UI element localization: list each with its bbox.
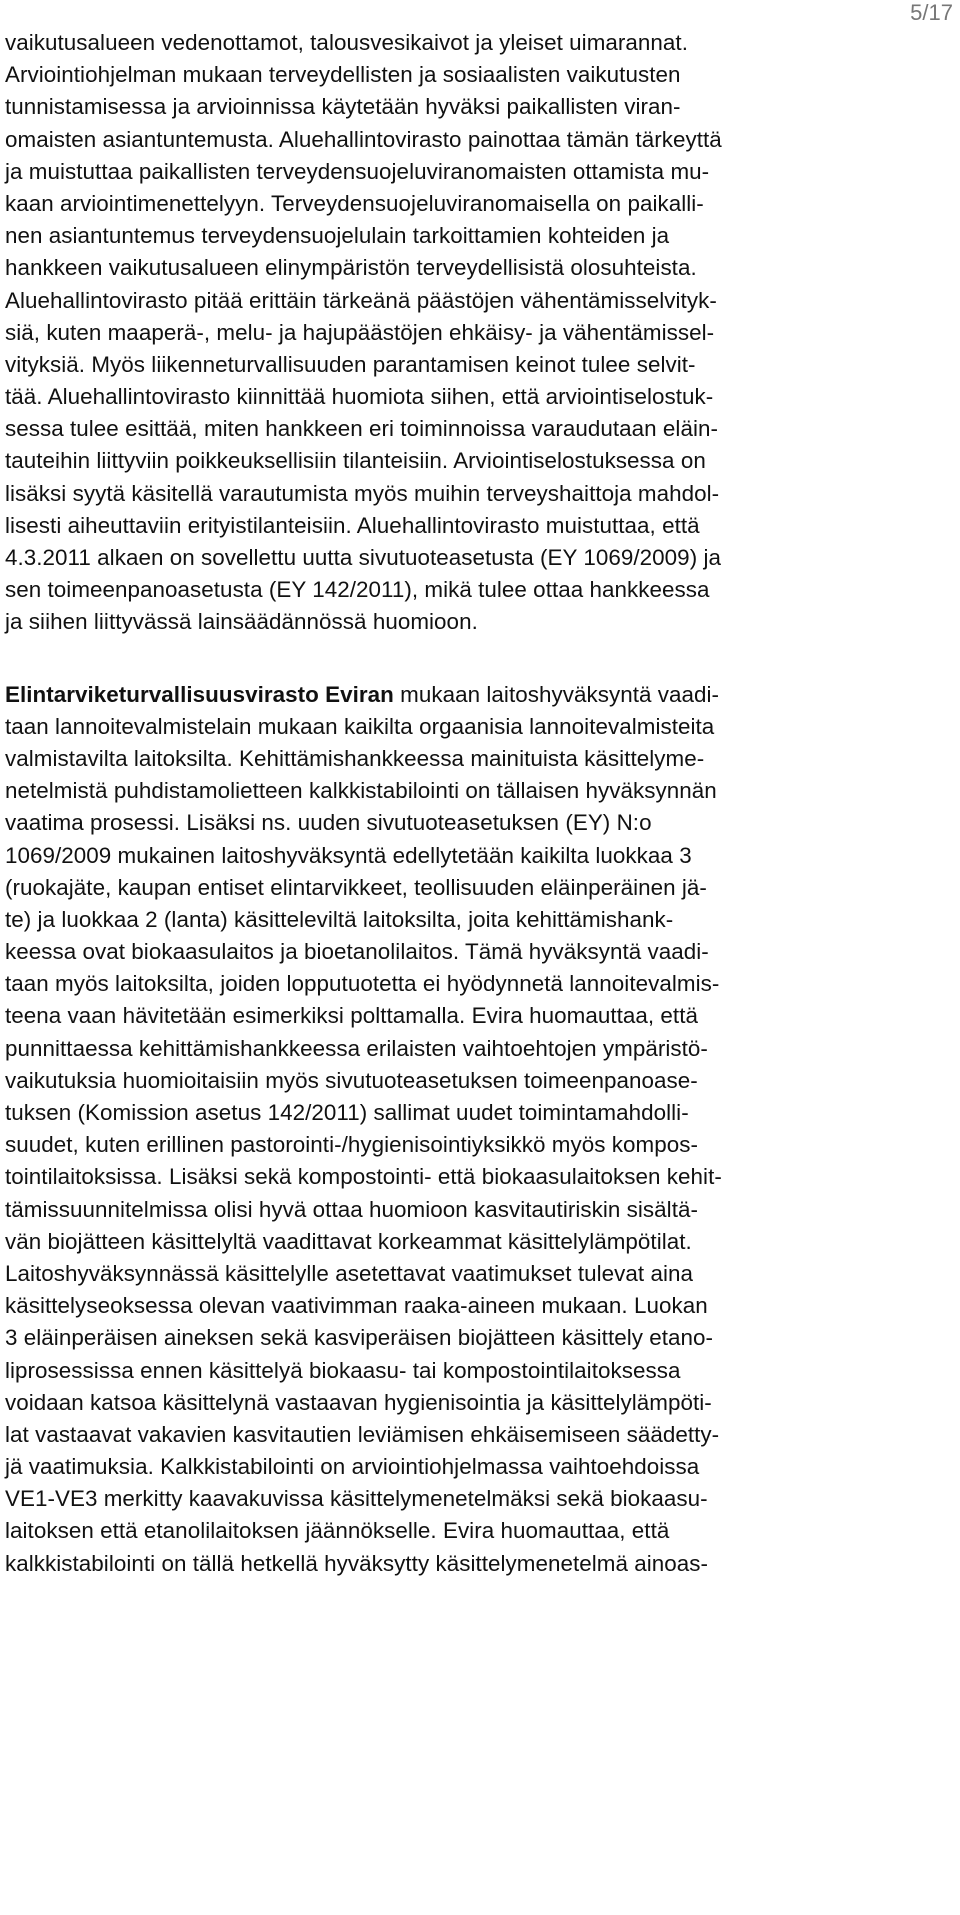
paragraph-2-line: jä vaatimuksia. Kalkkistabilointi on arviointiohjelmassa vaihtoehdoissa	[5, 1454, 700, 1480]
paragraph-2-line: suudet, kuten erillinen pastorointi-/hygienisointiyksikkö myös kompos-	[5, 1132, 698, 1158]
paragraph-2-line: 1069/2009 mukainen laitoshyväksyntä edellytetään kaikilta luokkaa 3	[5, 842, 692, 868]
paragraph-1-line: omaisten asiantuntemusta. Aluehallintovirasto painottaa tämän tärkeyttä	[5, 126, 722, 152]
paragraph-2-line: netelmistä puhdistamolietteen kalkkistabilointi on tällaisen hyväksynnän	[5, 778, 717, 804]
paragraph-2-line: teena vaan hävitetään esimerkiksi polttamalla. Evira huomauttaa, että	[5, 1003, 698, 1029]
paragraph-1-line: Arviointiohjelman mukaan terveydellisten ja sosiaalisten vaikutusten	[5, 62, 681, 88]
page-number: 5/17	[910, 0, 953, 25]
paragraph-2-line: voidaan katsoa käsittelynä vastaavan hygienisointia ja käsittelylämpöti-	[5, 1389, 712, 1415]
paragraph-gap	[5, 639, 955, 679]
document-body	[5, 27, 955, 1580]
paragraph-1-line: kaan arviointimenettelyyn. Terveydensuojeluviranomaisella on paikalli-	[5, 190, 704, 216]
paragraph-2-line: tointilaitoksissa. Lisäksi sekä kompostointi- että biokaasulaitoksen kehit-	[5, 1164, 722, 1190]
paragraph-2-line: tuksen (Komission asetus 142/2011) sallimat uudet toimintamahdolli-	[5, 1100, 689, 1125]
paragraph-1-line: sessa tulee esittää, miten hankkeen eri toiminnoissa varaudutaan eläin-	[5, 416, 718, 442]
paragraph-1-line: ja muistuttaa paikallisten terveydensuojeluviranomaisten ottamista mu-	[5, 158, 710, 184]
paragraph-1-line: ja siihen liittyvässä lainsäädännössä huomioon.	[5, 609, 478, 635]
paragraph-2	[5, 679, 955, 1580]
paragraph-1	[5, 27, 955, 639]
paragraph-1-line: tää. Aluehallintovirasto kiinnittää huomiota siihen, että arviointiselostuk-	[5, 384, 714, 410]
paragraph-1-line: lisesti aiheuttaviin erityistilanteisiin. Aluehallintovirasto muistuttaa, että	[5, 512, 700, 538]
paragraph-2-line: VE1-VE3 merkitty kaavakuvissa käsittelymenetelmäksi sekä biokaasu-	[5, 1486, 708, 1512]
paragraph-1-line: lisäksi syytä käsitellä varautumista myös muihin terveyshaittoja mahdol-	[5, 480, 720, 506]
paragraph-2-line: taan lannoitevalmistelain mukaan kaikilta orgaanisia lannoitevalmisteita	[5, 713, 715, 739]
paragraph-1-line: nen asiantuntemus terveydensuojelulain tarkoittamien kohteiden ja	[5, 223, 670, 249]
paragraph-1-line: sen toimeenpanoasetusta (EY 142/2011), mikä tulee ottaa hankkeessa	[5, 577, 710, 603]
paragraph-2-line: kalkkistabilointi on tällä hetkellä hyväksytty käsittelymenetelmä ainoas-	[5, 1550, 709, 1576]
paragraph-1-line: vityksiä. Myös liikenneturvallisuuden parantamisen keinot tulee selvit-	[5, 351, 696, 377]
paragraph-2-line: lat vastaavat vakavien kasvitautien leviämisen ehkäisemiseen säädetty-	[5, 1421, 720, 1447]
paragraph-1-line: tauteihin liittyviin poikkeuksellisiin tilanteisiin. Arviointiselostuksessa on	[5, 448, 706, 474]
paragraph-2-first-line-text: mukaan laitoshyväksyntä vaadi-	[393, 681, 720, 707]
paragraph-1-line: Aluehallintovirasto pitää erittäin tärkeänä päästöjen vähentämisselvityk-	[5, 287, 717, 313]
paragraph-2-line: vän biojätteen käsittelyltä vaadittavat korkeammat käsittelylämpötilat.	[5, 1228, 692, 1254]
paragraph-1-line: hankkeen vaikutusalueen elinympäristön terveydellisistä olosuhteista.	[5, 255, 697, 281]
paragraph-2-line: Laitoshyväksynnässä käsittelylle asetettavat vaatimukset tulevat aina	[5, 1260, 693, 1286]
paragraph-1-line: tunnistamisessa ja arvioinnissa käytetään hyväksi paikallisten viran-	[5, 94, 681, 120]
paragraph-1-line: siä, kuten maaperä-, melu- ja hajupäästöjen ehkäisy- ja vähentämissel-	[5, 319, 715, 345]
paragraph-2-line: vaatima prosessi. Lisäksi ns. uuden sivutuoteasetuksen (EY) N:o	[5, 810, 652, 836]
paragraph-2-line: käsittelyseoksessa olevan vaativimman raaka-aineen mukaan. Luokan	[5, 1293, 708, 1319]
paragraph-2-line: valmistavilta laitoksilta. Kehittämishankkeessa mainituista käsittelyme-	[5, 745, 705, 771]
authority-name: Elintarviketurvallisuusvirasto Eviran	[5, 681, 394, 707]
paragraph-2-line: keessa ovat biokaasulaitos ja bioetanolilaitos. Tämä hyväksyntä vaadi-	[5, 939, 709, 965]
paragraph-2-line: punnittaessa kehittämishankkeessa erilaisten vaihtoehtojen ympäristö-	[5, 1035, 708, 1061]
paragraph-2-line: laitoksen että etanolilaitoksen jäännökselle. Evira huomauttaa, että	[5, 1518, 670, 1544]
paragraph-2-line: te) ja luokkaa 2 (lanta) käsitteleviltä laitoksilta, joita kehittämishank-	[5, 906, 674, 932]
paragraph-2-line: tämissuunnitelmissa olisi hyvä ottaa huomioon kasvitautiriskin sisältä-	[5, 1196, 698, 1222]
paragraph-2-line: (ruokajäte, kaupan entiset elintarvikkeet, teollisuuden eläinperäinen jä-	[5, 874, 707, 900]
paragraph-2-line: 3 eläinperäisen aineksen sekä kasviperäisen biojätteen käsittely etano-	[5, 1325, 714, 1351]
paragraph-2-line: vaikutuksia huomioitaisiin myös sivutuoteasetuksen toimeenpanoase-	[5, 1067, 698, 1093]
paragraph-2-line: liprosessissa ennen käsittelyä biokaasu- tai kompostointilaitoksessa	[5, 1357, 681, 1383]
paragraph-1-line: vaikutusalueen vedenottamot, talousvesikaivot ja yleiset uimarannat.	[5, 30, 688, 55]
paragraph-1-line: 4.3.2011 alkaen on sovellettu uutta sivutuoteasetusta (EY 1069/2009) ja	[5, 545, 721, 570]
paragraph-2-line	[5, 679, 955, 711]
paragraph-2-line: taan myös laitoksilta, joiden lopputuotetta ei hyödynnetä lannoitevalmis-	[5, 971, 720, 997]
